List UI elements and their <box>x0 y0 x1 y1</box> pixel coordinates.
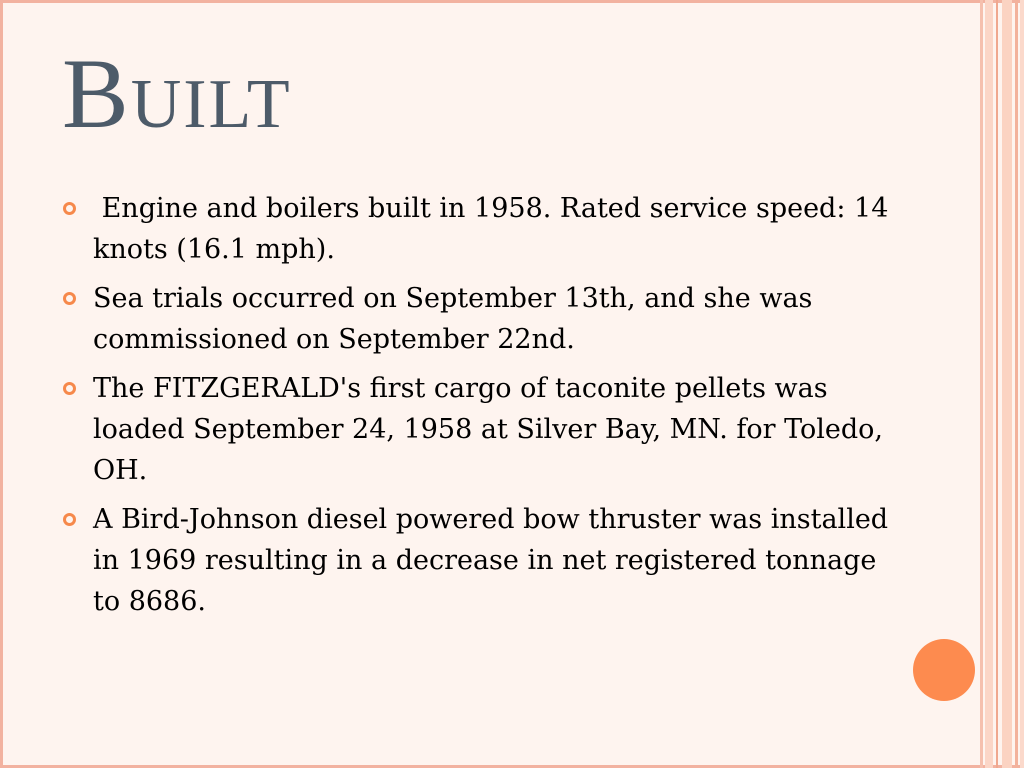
decorative-stripes <box>980 0 1024 768</box>
bullet-item <box>62 278 892 360</box>
bullet-item <box>62 188 897 270</box>
stripe <box>1015 0 1018 768</box>
bullet-circle-icon <box>63 202 76 215</box>
bullet-text: The FITZGERALD's first cargo of taconite pellets was loaded September 24, 1958 at Silver Bay, MN. for Toledo, OH. <box>93 373 884 486</box>
stripe <box>1002 0 1012 768</box>
bullet-circle-icon <box>63 292 76 305</box>
stripe <box>1020 0 1024 768</box>
stripe <box>996 0 998 768</box>
bullet-circle-icon <box>63 382 76 395</box>
bullet-circle-icon <box>63 513 76 526</box>
bullet-text: Engine and boilers built in 1958. Rated service speed: 14 knots (16.1 mph). <box>93 193 897 265</box>
slide-title: Built <box>62 38 292 149</box>
bullet-text: Sea trials occurred on September 13th, and she was commissioned on September 22nd. <box>93 283 813 355</box>
bullet-list <box>62 188 897 630</box>
stripe <box>985 0 993 768</box>
bullet-item <box>62 499 892 622</box>
bullet-text: A Bird-Johnson diesel powered bow thruster was installed in 1969 resulting in a decrease in net registered tonnage to 8686. <box>93 504 889 617</box>
bullet-item <box>62 368 892 491</box>
stripe <box>980 0 983 768</box>
decorative-circle <box>913 639 975 701</box>
